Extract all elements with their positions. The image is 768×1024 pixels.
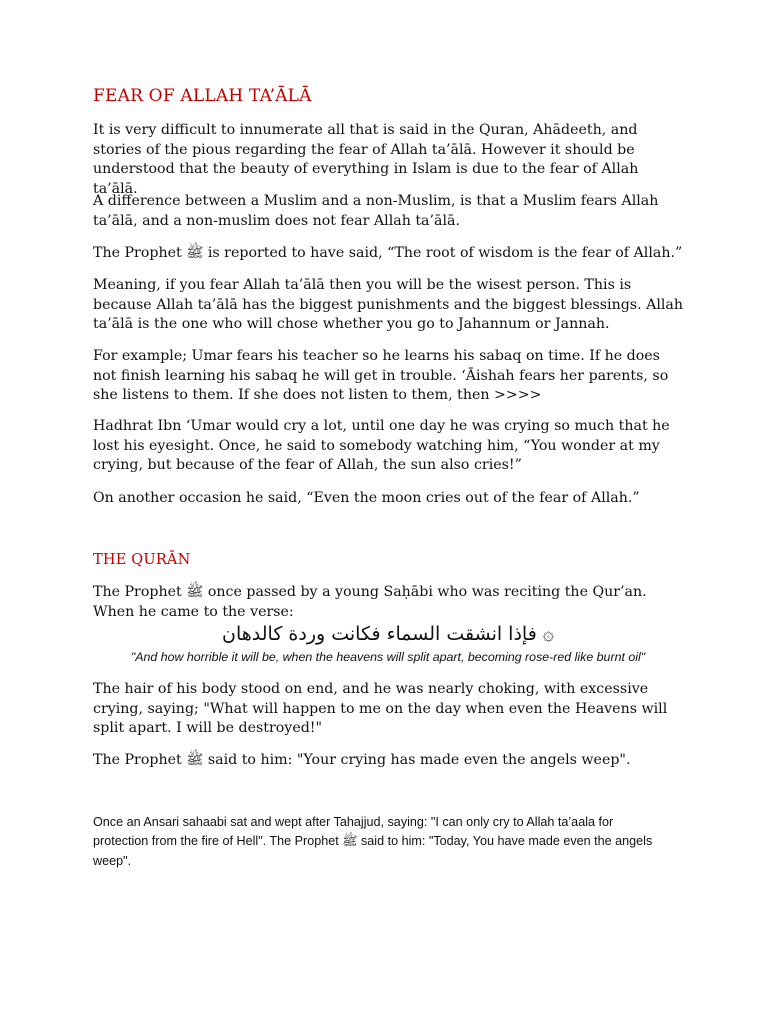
section-heading-fear-of-allah: FEAR OF ALLAH TA’ĀLĀ [93, 86, 312, 106]
paragraph: The Prophet ﷺ said to him: "Your crying has made even the angels weep". [93, 752, 631, 768]
paragraph: A difference between a Muslim and a non-Muslim, is that a Muslim fears Allah ta’ālā, and a non-muslim does not fear Allah ta’ālā. [93, 193, 659, 229]
section-heading-the-quran: THE QURĀN [93, 552, 191, 568]
paragraph: Hadhrat Ibn ‘Umar would cry a lot, until one day he was crying so much that he lost his eyesight. Once, he said to somebody watching him, “You wonder at my crying, but because of the fear of Allah, the sun also cries!” [93, 418, 670, 474]
paragraph: Meaning, if you fear Allah ta’ālā then you will be the wisest person. This is because Allah ta’ālā has the biggest punishments and the biggest blessings. Allah ta’ālā is the one who will chose whether you go to Jahannum or Jannah. [93, 277, 684, 333]
arabic-verse: ۞ فإذا انشقت السماء فكانت وردة كالدهان [222, 623, 554, 645]
paragraph: It is very difficult to innumerate all that is said in the Quran, Ahādeeth, and stories of the pious regarding the fear of Allah ta’ālā. However it should be understood that the beauty of everything in Islam is due to the fear of Allah ta’ālā. [93, 122, 639, 197]
paragraph: For example; Umar fears his teacher so he learns his sabaq on time. If he does not finish learning his sabaq he will get in trouble. ‘Āishah fears her parents, so she listens to them. If she does not listen to them, then >>>> [93, 348, 669, 404]
note-paragraph: Once an Ansari sahaabi sat and wept after Tahajjud, saying: "I can only cry to Allah ta’aala for protection from the fire of Hell". The Prophet ﷺ said to him: "Today, You have made even the angels weep". [93, 815, 653, 868]
paragraph: The hair of his body stood on end, and he was nearly choking, with excessive crying, saying; "What will happen to me on the day when even the Heavens will split apart. I will be destroyed!" [93, 681, 668, 737]
paragraph-intro: The Prophet ﷺ once passed by a young Saḥābi who was reciting the Qur’an. When he came to the verse: [93, 584, 647, 620]
paragraph: On another occasion he said, “Even the moon cries out of the fear of Allah.” [93, 490, 640, 506]
verse-translation: "And how horrible it will be, when the heavens will split apart, becoming rose-red like burnt oil" [130, 650, 646, 664]
paragraph: The Prophet ﷺ is reported to have said, “The root of wisdom is the fear of Allah.” [93, 245, 683, 261]
